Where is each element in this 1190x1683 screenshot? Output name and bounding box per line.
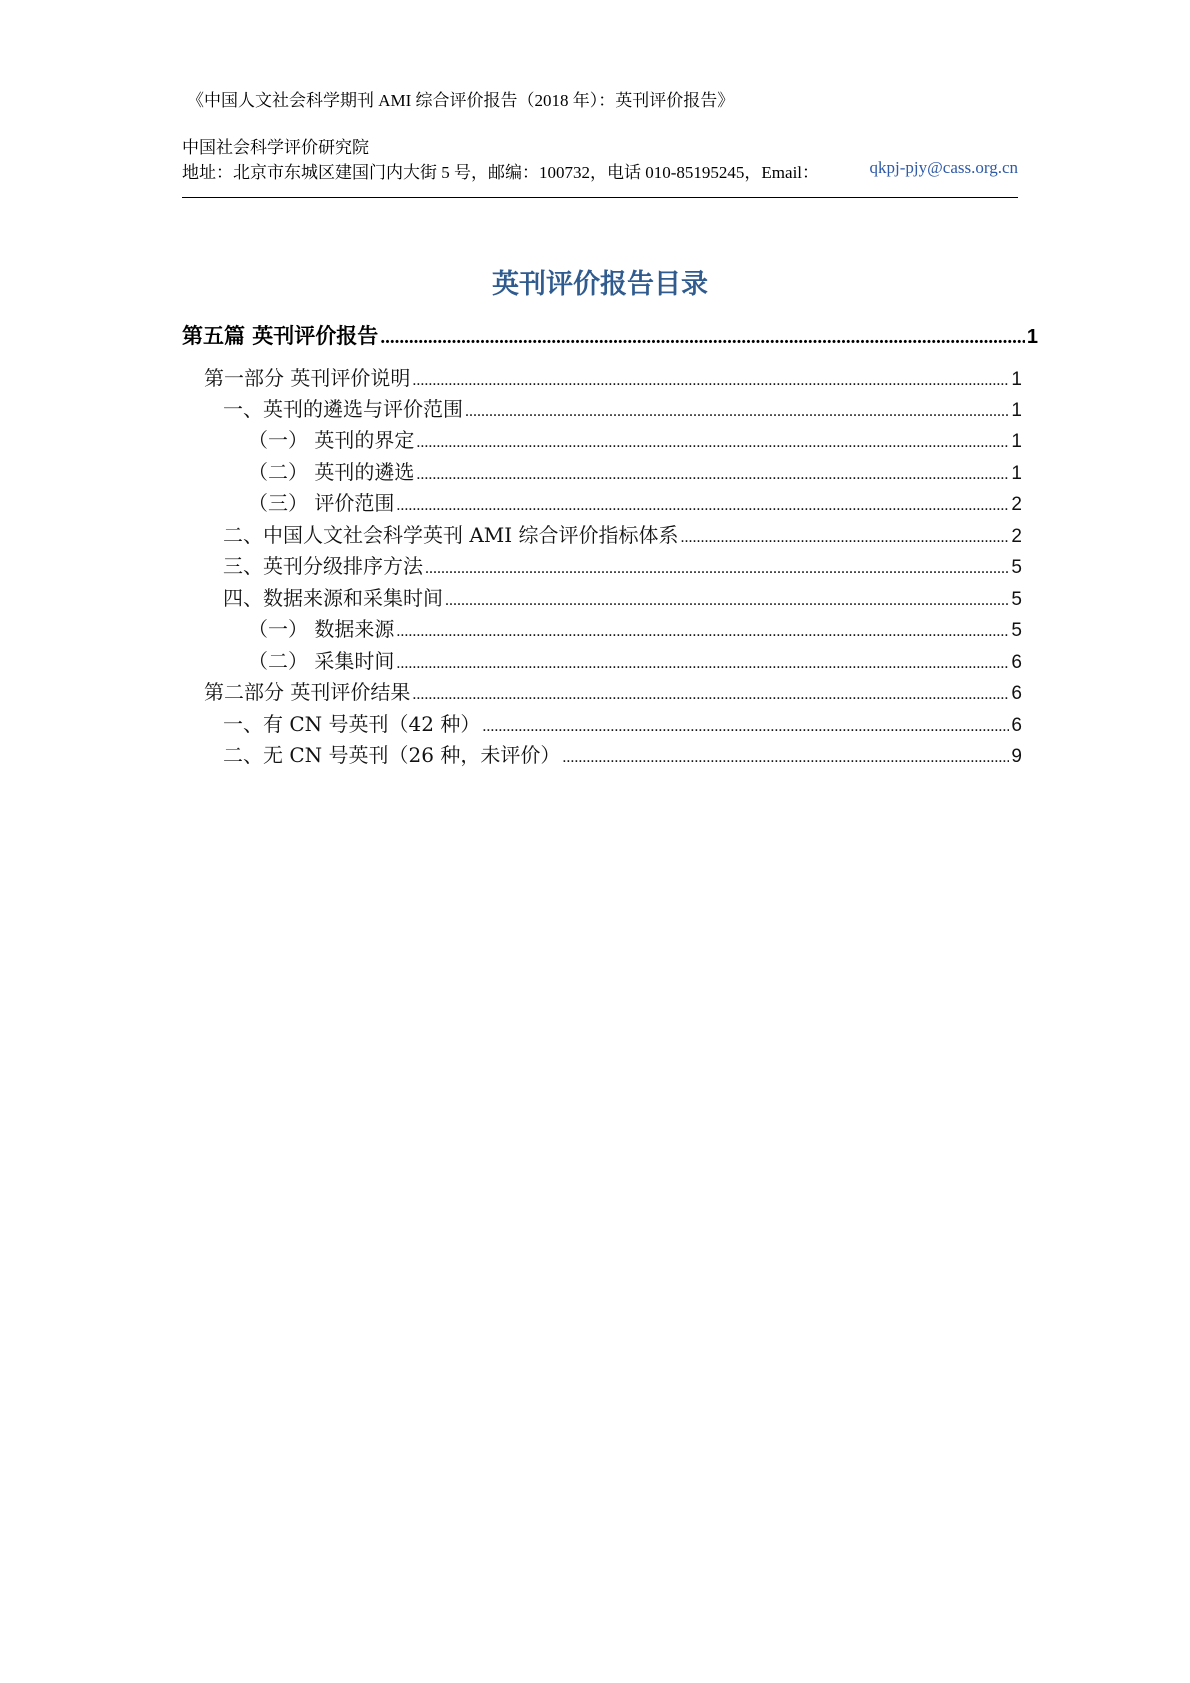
toc-entry-label: 四、数据来源和采集时间 (223, 586, 443, 610)
toc-entry-page: 5 (1011, 557, 1022, 578)
toc-entry[interactable] (248, 456, 1022, 484)
toc-entry-page: 6 (1011, 652, 1022, 673)
toc-entry[interactable] (248, 645, 1022, 673)
institution-name: 中国社会科学评价研究院 (182, 138, 369, 157)
toc-entry-label: 一、有 CN 号英刊（42 种） (223, 712, 481, 736)
toc-leader-dots (416, 434, 1009, 452)
report-title: 《中国人文社会科学期刊 AMI 综合评价报告（2018 年）：英刊评价报告》 (187, 91, 735, 110)
toc-leader-dots (445, 592, 1009, 610)
toc-entry-page: 1 (1026, 326, 1038, 348)
toc-entry-page: 9 (1011, 746, 1022, 767)
toc-leader-dots (416, 466, 1009, 484)
toc-entry-page: 1 (1011, 369, 1022, 390)
toc-leader-dots (482, 718, 1009, 736)
toc-entry-page: 5 (1011, 589, 1022, 610)
toc-leader-dots (425, 560, 1009, 578)
toc-leader-dots (396, 497, 1009, 515)
toc-entry-label: （二） 采集时间 (248, 649, 395, 673)
toc-entry-label: 三、英刊分级排序方法 (223, 554, 423, 578)
toc-leader-dots (412, 372, 1009, 390)
toc-leader-dots (681, 529, 1010, 547)
toc-entry[interactable] (248, 613, 1022, 641)
toc-entry-label: 第五篇 英刊评价报告 (182, 324, 379, 348)
toc-entry-label: （二） 英刊的遴选 (248, 460, 415, 484)
toc-entry-label: 一、英刊的遴选与评价范围 (223, 397, 463, 421)
toc-entry-label: （一） 英刊的界定 (248, 428, 415, 452)
toc-entry[interactable] (204, 676, 1022, 704)
header-divider (182, 197, 1018, 198)
toc-entry-page: 6 (1011, 683, 1022, 704)
toc-entry[interactable] (223, 739, 1022, 767)
email-link[interactable]: qkpj-pjy@cass.org.cn (869, 158, 1018, 177)
toc-entry[interactable] (248, 487, 1022, 515)
toc-entry-page: 2 (1011, 494, 1022, 515)
address-line (182, 158, 1018, 183)
toc-leader-dots (412, 686, 1009, 704)
toc-entry-page: 1 (1011, 463, 1022, 484)
toc-heading: 英刊评价报告目录 (492, 269, 708, 300)
address-text: 地址：北京市东城区建国门内大街 5 号，邮编：100732，电话 010-85195245，Email： (182, 163, 820, 182)
toc-entry-label: 第一部分 英刊评价说明 (204, 366, 411, 390)
toc-entry-label: 二、中国人文社会科学英刊 AMI 综合评价指标体系 (223, 523, 679, 547)
toc-leader-dots (562, 749, 1009, 767)
toc-entry[interactable] (223, 519, 1022, 547)
toc-entry[interactable] (204, 362, 1022, 390)
toc-entry-page: 5 (1011, 620, 1022, 641)
toc-leader-dots (465, 403, 1009, 421)
toc-entry-label: 第二部分 英刊评价结果 (204, 680, 411, 704)
toc-entry-label: 二、无 CN 号英刊（26 种，未评价） (223, 743, 561, 767)
toc-entry-page: 2 (1011, 526, 1022, 547)
toc-entry[interactable] (223, 708, 1022, 736)
toc-entry-page: 1 (1011, 400, 1022, 421)
toc-entry[interactable] (223, 582, 1022, 610)
toc-entry[interactable] (223, 550, 1022, 578)
toc-entry-page: 1 (1011, 431, 1022, 452)
toc-entry-page: 6 (1011, 715, 1022, 736)
toc-entry[interactable] (248, 424, 1022, 452)
toc-leader-dots (396, 655, 1009, 673)
toc-entry[interactable] (223, 393, 1022, 421)
toc-entry-label: （一） 数据来源 (248, 617, 395, 641)
toc-entry-label: （三） 评价范围 (248, 491, 395, 515)
toc-leader-dots (380, 327, 1025, 349)
toc-entry[interactable] (182, 320, 1038, 350)
toc-leader-dots (396, 623, 1009, 641)
